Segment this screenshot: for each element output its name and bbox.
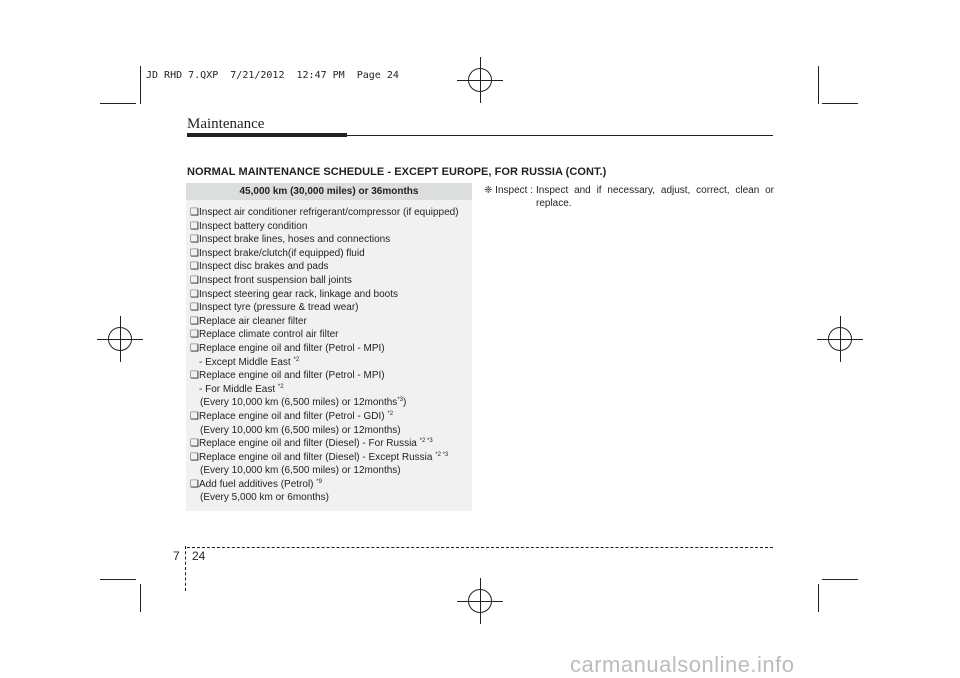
list-item: ❑Inspect battery condition <box>190 220 308 232</box>
list-item-detail: (Every 5,000 km or 6months) <box>200 492 329 504</box>
schedule-items <box>190 206 470 505</box>
list-item: ❑Add fuel additives (Petrol) $^{*9}$ <box>190 478 322 490</box>
crop-mark <box>818 584 819 612</box>
list-item-detail: (Every 10,000 km (6,500 miles) or 12months$^{*3}$) <box>200 397 407 409</box>
note-symbol-icon: ❈ <box>484 185 493 196</box>
crop-mark <box>100 579 136 580</box>
crop-mark <box>140 66 141 104</box>
checkbox-icon: ❑ <box>190 234 199 246</box>
checkbox-icon: ❑ <box>190 451 199 463</box>
list-item-detail: (Every 10,000 km (6,500 miles) or 12months) <box>200 465 401 477</box>
print-slug: JD RHD 7.QXP 7/21/2012 12:47 PM Page 24 <box>146 70 399 81</box>
list-item: ❑Replace engine oil and filter (Diesel) - For Russia $^{*2 *3}$ <box>190 438 433 450</box>
list-item: ❑Replace climate control air filter <box>190 329 339 341</box>
footer-rule <box>187 547 773 548</box>
crop-mark <box>822 103 858 104</box>
section-title: Maintenance <box>187 116 265 132</box>
header-rule-accent <box>187 133 347 137</box>
page-number: 24 <box>192 549 206 563</box>
footer-divider <box>185 546 186 591</box>
list-item: ❑Inspect disc brakes and pads <box>190 261 329 273</box>
checkbox-icon: ❑ <box>190 261 199 273</box>
list-item-detail: - For Middle East $^{*2}$ <box>199 383 284 395</box>
list-item: ❑Inspect air conditioner refrigerant/compressor (if equipped) <box>190 207 459 218</box>
checkbox-icon: ❑ <box>190 315 199 327</box>
note-label: Inspect : <box>495 185 533 196</box>
registration-mark-icon <box>457 57 503 103</box>
list-item-detail: - Except Middle East $^{*2}$ <box>199 356 300 368</box>
table-header: 45,000 km (30,000 miles) or 36months <box>186 183 472 200</box>
checkbox-icon: ❑ <box>190 478 199 490</box>
list-item: ❑Inspect brake lines, hoses and connections <box>190 234 391 246</box>
checkbox-icon: ❑ <box>190 302 199 314</box>
checkbox-icon: ❑ <box>190 288 199 300</box>
checkbox-icon: ❑ <box>190 247 199 259</box>
list-item: ❑Replace engine oil and filter (Diesel) - Except Russia $^{*2 *3}$ <box>190 451 449 463</box>
list-item-detail: (Every 10,000 km (6,500 miles) or 12months) <box>200 424 401 436</box>
checkbox-icon: ❑ <box>190 370 199 382</box>
note-text: Inspect and if necessary, adjust, correct, clean or replace. <box>535 185 774 209</box>
schedule-heading: NORMAL MAINTENANCE SCHEDULE - EXCEPT EUROPE, FOR RUSSIA (CONT.) <box>187 166 607 178</box>
chapter-number: 7 <box>173 549 180 563</box>
crop-mark <box>140 584 141 612</box>
list-item: ❑Inspect front suspension ball joints <box>190 274 352 286</box>
list-item: ❑Inspect steering gear rack, linkage and boots <box>190 288 399 300</box>
checkbox-icon: ❑ <box>190 207 199 218</box>
checkbox-icon: ❑ <box>190 274 199 286</box>
crop-mark <box>818 66 819 104</box>
checkbox-icon: ❑ <box>190 342 199 354</box>
crop-mark <box>100 103 136 104</box>
checkbox-icon: ❑ <box>190 220 199 232</box>
checkbox-icon: ❑ <box>190 410 199 422</box>
crop-mark <box>822 579 858 580</box>
list-item: ❑Replace engine oil and filter (Petrol - MPI) <box>190 342 385 354</box>
checkbox-icon: ❑ <box>190 438 199 450</box>
watermark: carmanualsonline.info <box>570 652 795 677</box>
list-item: ❑Inspect tyre (pressure & tread wear) <box>190 302 359 314</box>
list-item: ❑Inspect brake/clutch(if equipped) fluid <box>190 247 365 259</box>
list-item: ❑Replace engine oil and filter (Petrol - MPI) <box>190 370 385 382</box>
registration-mark-icon <box>817 316 863 362</box>
checkbox-icon: ❑ <box>190 329 199 341</box>
registration-mark-icon <box>457 578 503 624</box>
inspect-note <box>484 184 774 210</box>
registration-mark-icon <box>97 316 143 362</box>
list-item: ❑Replace air cleaner filter <box>190 315 307 327</box>
list-item: ❑Replace engine oil and filter (Petrol - GDI) $^{*2}$ <box>190 410 394 422</box>
